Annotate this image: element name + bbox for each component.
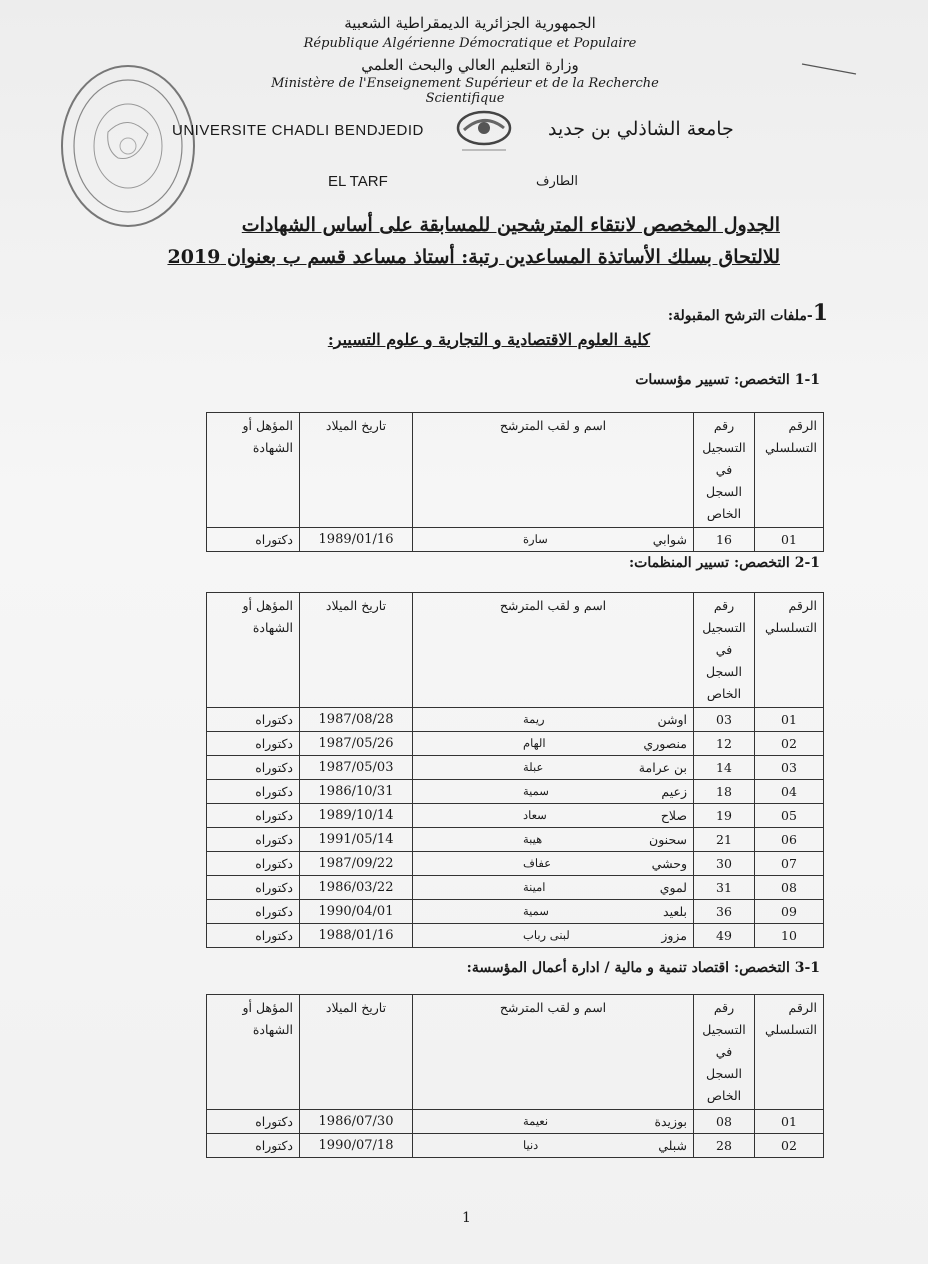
cell-reg: 49 <box>694 924 755 948</box>
col-dob: تاريخ الميلاد <box>300 593 413 708</box>
section-label: -ملفات الترشح المقبولة: <box>667 308 813 324</box>
col-name: اسم و لقب المترشح <box>413 995 694 1110</box>
candidates-table-3 <box>206 994 824 1158</box>
col-reg: رقم التسجيل في السجل الخاص <box>694 995 755 1110</box>
table-row <box>207 528 824 552</box>
cell-dob: 1986/10/31 <box>300 780 413 804</box>
official-stamp <box>58 62 198 230</box>
col-name: اسم و لقب المترشح <box>413 413 694 528</box>
table-body <box>207 528 824 552</box>
specialty-heading-3: 3-1 التخصص: اقتصاد تنمية و مالية / ادارة أعمال المؤسسة: <box>466 960 820 976</box>
col-degree: المؤهل أو الشهادة <box>207 593 300 708</box>
table-row <box>207 708 824 732</box>
cell-reg: 14 <box>694 756 755 780</box>
cell-reg: 21 <box>694 828 755 852</box>
cell-degree: دكتوراه <box>207 780 300 804</box>
section-number: 1 <box>812 300 828 326</box>
cell-serial: 01 <box>755 708 824 732</box>
cell-reg: 36 <box>694 900 755 924</box>
table-header-row <box>207 413 824 528</box>
doc-title-line1: الجدول المخصص لانتقاء المترشحين للمسابقة على أساس الشهادات <box>241 214 780 236</box>
cell-name <box>413 756 694 780</box>
university-name-ar: جامعة الشاذلي بن جديد <box>548 118 734 140</box>
cell-serial: 04 <box>755 780 824 804</box>
doc-title-line2: للالتحاق بسلك الأساتذة المساعدين رتبة: أستاذ مساعد قسم ب بعنوان 2019 <box>167 246 780 268</box>
cell-name <box>413 828 694 852</box>
last-name: لموي <box>659 880 687 895</box>
col-serial: الرقم التسلسلي <box>755 995 824 1110</box>
cell-dob: 1988/01/16 <box>300 924 413 948</box>
cell-serial: 08 <box>755 876 824 900</box>
specialty-heading-2: 2-1 التخصص: تسيير المنظمات: <box>628 555 820 571</box>
pen-mark <box>800 58 860 78</box>
table-row <box>207 1110 824 1134</box>
last-name: وحشي <box>651 856 687 871</box>
table-row <box>207 876 824 900</box>
page-number: 1 <box>462 1210 471 1226</box>
table-row <box>207 732 824 756</box>
cell-reg: 16 <box>694 528 755 552</box>
last-name: بن عرامة <box>638 760 687 775</box>
cell-degree: دكتوراه <box>207 1110 300 1134</box>
col-serial: الرقم التسلسلي <box>755 413 824 528</box>
last-name: بوزيدة <box>654 1114 687 1129</box>
cell-name <box>413 852 694 876</box>
cell-dob: 1986/07/30 <box>300 1110 413 1134</box>
cell-serial: 03 <box>755 756 824 780</box>
first-name: هيبة <box>523 832 543 846</box>
first-name: لبنى رباب <box>523 928 570 942</box>
city-ar: الطارف <box>536 174 578 189</box>
table-row <box>207 804 824 828</box>
cell-dob: 1989/10/14 <box>300 804 413 828</box>
cell-serial: 06 <box>755 828 824 852</box>
section-accepted-files <box>668 300 828 326</box>
cell-name <box>413 708 694 732</box>
cell-reg: 18 <box>694 780 755 804</box>
last-name: بلعيد <box>663 904 687 919</box>
col-dob: تاريخ الميلاد <box>300 413 413 528</box>
ministry-fr: Ministère de l'Enseignement Supérieur et de la Recherche Scientifique <box>271 76 659 106</box>
table-header-row <box>207 593 824 708</box>
col-reg: رقم التسجيل في السجل الخاص <box>694 593 755 708</box>
last-name: اوشن <box>657 712 687 727</box>
cell-name <box>413 804 694 828</box>
cell-name <box>413 1134 694 1158</box>
cell-degree: دكتوراه <box>207 708 300 732</box>
first-name: سمية <box>523 904 549 918</box>
cell-reg: 12 <box>694 732 755 756</box>
cell-degree: دكتوراه <box>207 528 300 552</box>
cell-reg: 19 <box>694 804 755 828</box>
col-degree: المؤهل أو الشهادة <box>207 413 300 528</box>
cell-dob: 1987/05/03 <box>300 756 413 780</box>
cell-serial: 01 <box>755 528 824 552</box>
first-name: عفاف <box>523 856 552 870</box>
cell-serial: 09 <box>755 900 824 924</box>
specialty-heading-1: 1-1 التخصص: تسيير مؤسسات <box>635 372 820 388</box>
cell-reg: 28 <box>694 1134 755 1158</box>
first-name: سمية <box>523 784 549 798</box>
cell-name <box>413 900 694 924</box>
republic-ar: الجمهورية الجزائرية الديمقراطية الشعبية <box>344 14 596 32</box>
table-row <box>207 852 824 876</box>
first-name: نعيمة <box>523 1114 549 1128</box>
table-row <box>207 900 824 924</box>
cell-name <box>413 1110 694 1134</box>
first-name: امينة <box>523 880 546 894</box>
cell-name <box>413 732 694 756</box>
first-name: سارة <box>523 532 548 546</box>
cell-reg: 31 <box>694 876 755 900</box>
table-row <box>207 756 824 780</box>
university-name-fr: UNIVERSITE CHADLI BENDJEDID <box>172 122 424 139</box>
cell-name <box>413 876 694 900</box>
table-header-row <box>207 995 824 1110</box>
cell-dob: 1991/05/14 <box>300 828 413 852</box>
first-name: الهام <box>523 736 546 750</box>
last-name: منصوري <box>643 736 687 751</box>
table-body <box>207 1110 824 1158</box>
first-name: ريمة <box>523 712 545 726</box>
candidates-table-1 <box>206 412 824 552</box>
cell-serial: 02 <box>755 732 824 756</box>
cell-dob: 1987/09/22 <box>300 852 413 876</box>
last-name: شبلي <box>658 1138 687 1153</box>
city-fr: EL TARF <box>328 173 388 190</box>
table-body <box>207 708 824 948</box>
col-dob: تاريخ الميلاد <box>300 995 413 1110</box>
first-name: عبلة <box>523 760 544 774</box>
table-row <box>207 828 824 852</box>
cell-dob: 1987/08/28 <box>300 708 413 732</box>
last-name: سحنون <box>649 832 687 847</box>
cell-dob: 1990/04/01 <box>300 900 413 924</box>
cell-degree: دكتوراه <box>207 732 300 756</box>
col-name: اسم و لقب المترشح <box>413 593 694 708</box>
cell-name <box>413 780 694 804</box>
ministry-ar: وزارة التعليم العالي والبحث العلمي <box>361 56 579 74</box>
last-name: صلاح <box>660 808 687 823</box>
cell-serial: 05 <box>755 804 824 828</box>
cell-name <box>413 924 694 948</box>
candidates-table-2 <box>206 592 824 948</box>
table-row <box>207 1134 824 1158</box>
university-logo <box>452 108 516 154</box>
cell-serial: 07 <box>755 852 824 876</box>
cell-degree: دكتوراه <box>207 924 300 948</box>
cell-serial: 01 <box>755 1110 824 1134</box>
faculty-heading: كلية العلوم الاقتصادية و التجارية و علوم التسيير: <box>327 330 650 349</box>
cell-degree: دكتوراه <box>207 804 300 828</box>
col-serial: الرقم التسلسلي <box>755 593 824 708</box>
col-degree: المؤهل أو الشهادة <box>207 995 300 1110</box>
cell-reg: 30 <box>694 852 755 876</box>
cell-name <box>413 528 694 552</box>
first-name: سعاد <box>523 808 547 822</box>
table-row <box>207 924 824 948</box>
table-row <box>207 780 824 804</box>
cell-serial: 02 <box>755 1134 824 1158</box>
last-name: شوابي <box>652 532 687 547</box>
col-reg: رقم التسجيل في السجل الخاص <box>694 413 755 528</box>
last-name: مزوز <box>661 928 687 943</box>
cell-dob: 1990/07/18 <box>300 1134 413 1158</box>
cell-degree: دكتوراه <box>207 852 300 876</box>
cell-dob: 1989/01/16 <box>300 528 413 552</box>
cell-degree: دكتوراه <box>207 756 300 780</box>
republic-fr: République Algérienne Démocratique et Populaire <box>303 36 637 51</box>
cell-serial: 10 <box>755 924 824 948</box>
cell-degree: دكتوراه <box>207 828 300 852</box>
cell-dob: 1987/05/26 <box>300 732 413 756</box>
first-name: دنيا <box>523 1138 539 1152</box>
cell-degree: دكتوراه <box>207 900 300 924</box>
cell-degree: دكتوراه <box>207 876 300 900</box>
last-name: زعيم <box>661 784 687 799</box>
cell-degree: دكتوراه <box>207 1134 300 1158</box>
cell-reg: 03 <box>694 708 755 732</box>
cell-reg: 08 <box>694 1110 755 1134</box>
cell-dob: 1986/03/22 <box>300 876 413 900</box>
